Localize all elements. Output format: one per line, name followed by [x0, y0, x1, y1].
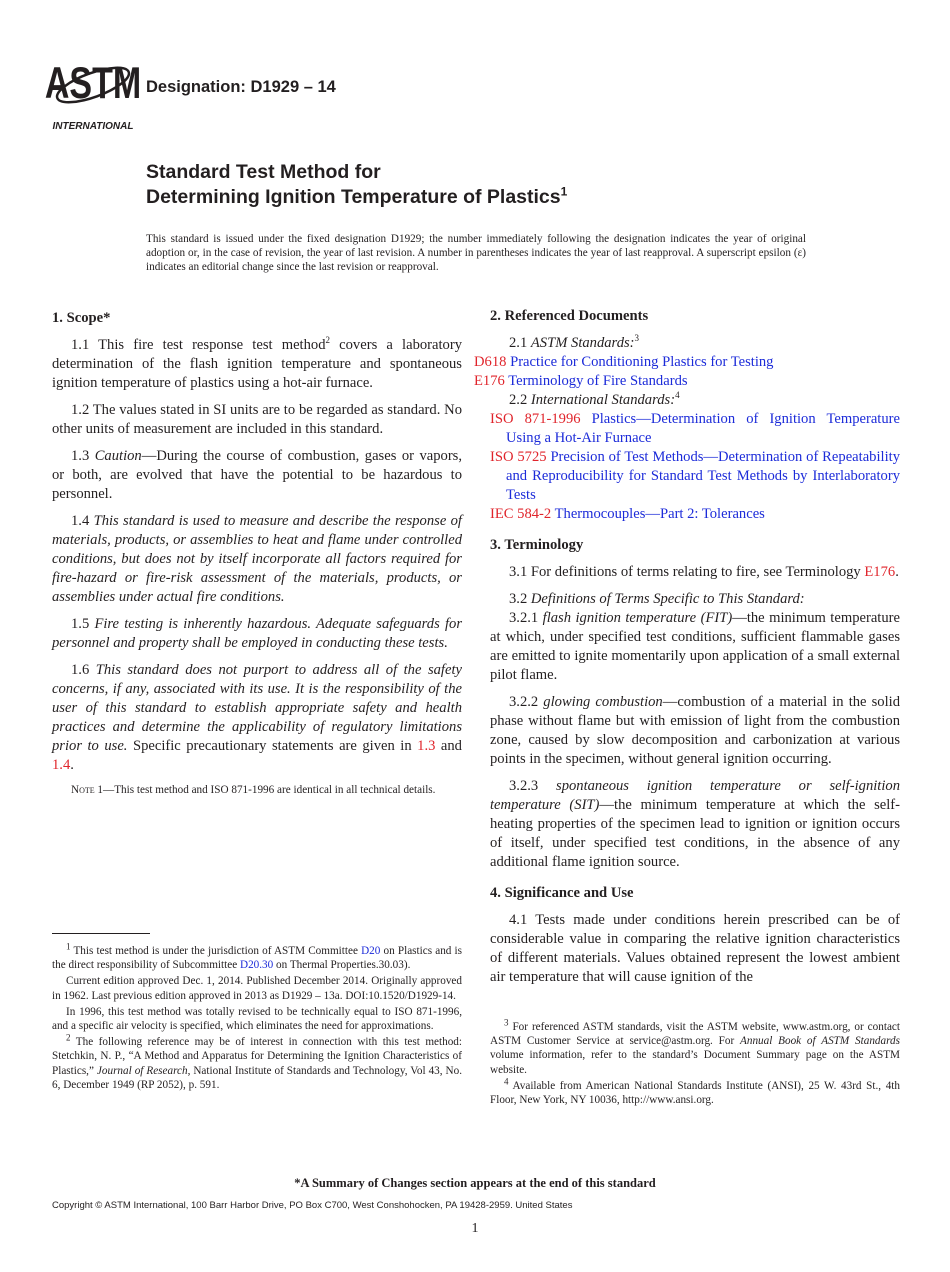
para-1-4: 1.4 This standard is used to measure and describe the response of materials, products, or assemblies to heat and flame under controlled conditions, but does not by itself incorporate all factors required for fire-hazard or fire-risk assessment of the materials, products, or assemblies under actual fire conditions. [52, 513, 462, 605]
para-1-3: 1.3 Caution—During the course of combustion, gases or vapors, or both, are evolved that have the potential to be hazardous to personnel. [52, 448, 463, 502]
ref-item[interactable]: ISO 5725 Precision of Test Methods—Determination of Repeatability and Reproducibility for Standard Test Methods by Interlaboratory Tests [490, 449, 900, 503]
ref-item[interactable]: IEC 584-2 Thermocouples—Part 2: Tolerances [490, 506, 765, 522]
svg-text:ASTM: ASTM [44, 58, 142, 108]
summary-of-changes-note: *A Summary of Changes section appears at the end of this standard [294, 1176, 656, 1190]
link-e176[interactable]: E176 [864, 564, 896, 580]
footnote-divider [52, 933, 150, 934]
para-1-6: 1.6 This standard does not purport to address all of the safety concerns, if any, associated with its use. It is the responsibility of the user of this standard to establish appropriate safety and health practices and determine the applicability of regulatory limitations prior to use. Specific precautionary statements are given in 1.3 and 1.4. [52, 662, 462, 773]
copyright: Copyright © ASTM International, 100 Barr Harbor Drive, PO Box C700, West Conshohocken, PA 19428-2959. United States [52, 1200, 573, 1211]
footnotes-right: $^3$ For referenced ASTM standards, visit the ASTM website, www.astm.org, or contact ASTM Customer Service at service@astm.org. For Annual Book of ASTM Standards volume information, refer to the standard’s Document Summary page on the ASTM website. $^4$ Available from American National Standards Institute (ANSI), 25 W. 43rd St., 4th Floor, New York, NY 10036, http://www.ansi.org. [490, 1017, 900, 1107]
note-1: Note 1—This test method and ISO 871-1996 are identical in all technical details. [71, 784, 436, 796]
link-1-4[interactable]: 1.4 [52, 757, 71, 773]
left-column [52, 309, 462, 806]
astm-logo [44, 55, 142, 133]
para-1-2: 1.2 The values stated in SI units are to be regarded as standard. No other units of measurement are included in this standard. [52, 402, 462, 437]
svg-text:INTERNATIONAL: INTERNATIONAL [52, 121, 134, 132]
para-1-5: 1.5 Fire testing is inherently hazardous. Adequate safeguards for personnel and property shall be employed in conducting these tests. [52, 616, 463, 651]
page-number: 1 [471, 1221, 479, 1236]
intro-paragraph: This standard is issued under the fixed designation D1929; the number immediately following the designation indicates the year of original adoption or, in the case of revision, the year of last revision. A number in parentheses indicates the year of last reapproval. A superscript epsilon (ε) indicates an editorial change since the last revision or reapproval. [146, 233, 806, 274]
footnotes-left: $^1$ This test method is under the jurisdiction of ASTM Committee D20 on Plastics and is the direct responsibility of Subcommittee D20.30 on Thermal Properties.30.03). Current edition approved Dec. 1, 2014. Published December 2014. Originally approved in 1962. Last previous edition approved in 2013 as D1929 – 13a. DOI:10.1520/D1929-14. In 1996, this test method was totally revised to be technically equal to ISO 871-1996, and a specific air velocity is specified, which eliminates the need for approximations. $^2$ The following reference may be of interest in connection with this test method: Stetchkin, N. P., “A Method and Apparatus for Determining the Ignition Characteristics of Plastics,” Journal of Research, National Institute of Standards and Technology, Vol 43, No. 6, December 1949 (RP 2052), p. 591. [52, 941, 462, 1091]
para-1-1: 1.1 This fire test response test method$^2$ covers a laboratory determination of the flash ignition temperature and spontaneous ignition temperature of plastics using a hot-air furnace. [52, 335, 463, 391]
referenced-documents-heading: 2. Referenced Documents [490, 308, 649, 324]
link-1-3[interactable]: 1.3 [417, 738, 436, 754]
right-column: 2. Referenced Documents 2.1 ASTM Standards:$^3$ D618 Practice for Conditioning Plastics for Testing E176 Terminology of Fire Standards 2.2 International Standards:$^4$ ISO 871-1996 Plastics—Determination of Ignition Temperature Using a Hot-Air Furnace ISO 5725 Precision of Test Methods—Determination of Repeatability and Reproducibility for Standard Test Methods by Interlaboratory Tests IEC 584-2 Thermocouples—Part 2: Tolerances 3. Terminology 3.1 For definitions of terms relating to fire, see Terminology E176. 3.2 Definitions of Terms Specific to This Standard: 3.2.1 flash ignition temperature (FIT)—the minimum temperature at which, under specified test conditions, sufficient flammable gases are emitted to ignite momentarily upon application of a small external pilot flame. 3.2.2 glowing combustion—combustion of a material in the solid phase without flame but with emission of light from the combustion zone, caused by slow decomposition and carbonization at various points in the specimen, without general ignition occurring. 3.2.3 spontaneous ignition temperature or self-ignition temperature (SIT)—the minimum temperature at which the self-heating properties of the specimen lead to ignition or ignition occurs of itself, under specified test conditions, in the absence of any additional flame ignition source. 4. Significance and Use 4.1 Tests made under conditions herein prescribed can be of considerable value in comparing the relative ignition characteristics of different materials. Values obtained represent the lowest ambient air temperature that will cause ignition of the [474, 308, 901, 985]
scope-heading: 1. Scope* [52, 310, 111, 326]
link-d20-30[interactable]: D20.30 [239, 959, 274, 972]
significance-heading: 4. Significance and Use [490, 885, 634, 901]
designation: Designation: D1929 – 14 [146, 78, 336, 96]
ref-item[interactable]: D618 Practice for Conditioning Plastics for Testing [474, 354, 774, 370]
ref-item[interactable]: ISO 871-1996 Plastics—Determination of Ignition Temperature Using a Hot-Air Furnace [490, 411, 900, 446]
terminology-heading: 3. Terminology [490, 537, 584, 553]
link-d20[interactable]: D20 [361, 945, 381, 957]
document-title: Standard Test Method for Determining Ignition Temperature of Plastics$^1$ [146, 161, 568, 208]
ref-item[interactable]: E176 Terminology of Fire Standards [474, 373, 688, 389]
